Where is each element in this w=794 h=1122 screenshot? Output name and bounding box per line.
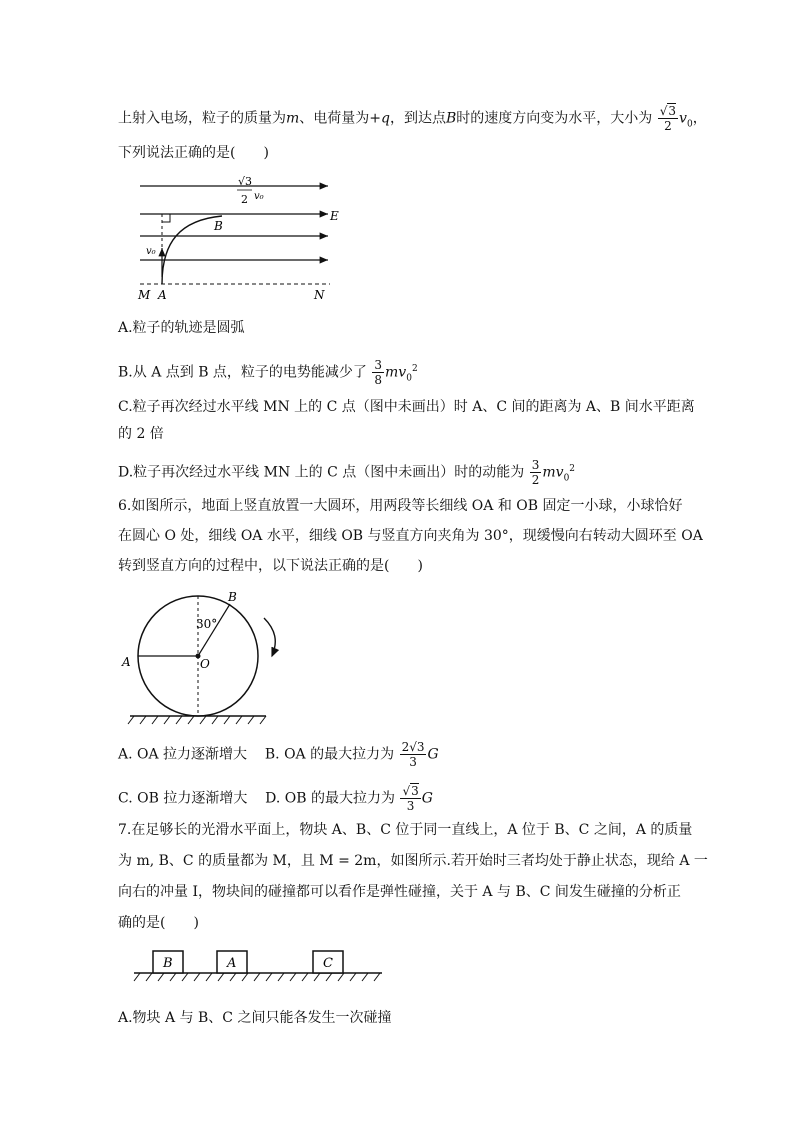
particle-trajectory bbox=[162, 216, 222, 284]
q5-stem-text: 时的速度方向变为水平，大小为 bbox=[456, 110, 653, 127]
label-frac-num: √3 bbox=[238, 175, 253, 188]
label-b: B bbox=[214, 219, 223, 233]
q5-stem-text: 、电荷量为+ bbox=[299, 110, 382, 127]
q7-option-a: A.物块 A 与 B、C 之间只能各发生一次碰撞 bbox=[118, 1010, 392, 1026]
q5-option-a: A.粒子的轨迹是圆弧 bbox=[118, 320, 245, 336]
q7-stem-line3: 向右的冲量 I，物块间的碰撞都可以看作是弹性碰撞，关于 A 与 B、C 间发生碰撞的分析正 bbox=[118, 884, 681, 900]
q5-option-c-line1: C.粒子再次经过水平线 MN 上的 C 点（图中未画出）时 A、C 间的距离为 A、B 间水平距离 bbox=[118, 399, 695, 415]
label-e: E bbox=[330, 209, 339, 223]
label-m: M bbox=[138, 288, 151, 302]
q5-option-b: B.从 A 点到 B 点，粒子的电势能减少了 $\frac{3}{8}$ $mv_0^2$ bbox=[118, 358, 418, 387]
q6-option-b: B. OA 的最大拉力为 bbox=[264, 746, 395, 763]
q5-b-fraction: $\frac{3}{8}$ bbox=[374, 358, 383, 387]
q5-option-c-line2: 的 2 倍 bbox=[118, 426, 164, 442]
q6-option-c: C. OB 拉力逐渐增大 bbox=[118, 790, 248, 807]
q5-point-b: B bbox=[445, 110, 457, 127]
floor-hatch bbox=[134, 973, 380, 981]
q6-stem-line1: 6.如图所示，地面上竖直放置一大圆环，用两段等长细线 OA 和 OB 固定一小球，小球恰好 bbox=[118, 498, 683, 514]
q5-option-d: D.粒子再次经过水平线 MN 上的 C 点（图中未画出）时的动能为 $\frac{3}{2}$ $mv_0^2$ bbox=[118, 458, 576, 487]
rotation-arrow bbox=[264, 618, 275, 656]
q6-option-a: A. OA 拉力逐渐增大 bbox=[118, 746, 248, 763]
label-frac-den: 2 bbox=[241, 193, 248, 206]
q7-blocks-diagram bbox=[130, 946, 390, 986]
q5-stem-end: ， bbox=[692, 110, 707, 127]
q6-ring-diagram bbox=[118, 588, 298, 728]
q7-stem-line4: 确的是( ) bbox=[118, 915, 199, 931]
label-angle: 30° bbox=[196, 617, 218, 631]
label-c: C bbox=[323, 956, 333, 971]
q7-stem-line2: 为 m, B、C 的质量都为 M，且 M = 2m，如图所示.若开始时三者均处于静止状态，现给 A 一 bbox=[118, 853, 708, 869]
ground-hatch bbox=[128, 716, 266, 724]
q6-stem-line3: 转到竖直方向的过程中，以下说法正确的是( ) bbox=[118, 558, 423, 574]
label-a: A bbox=[158, 288, 167, 302]
q6-option-d: D. OB 的最大拉力为 bbox=[265, 790, 395, 807]
q6-d-fraction: $\frac{√3}{3}$ bbox=[402, 784, 419, 813]
q5-charge-symbol: q bbox=[381, 110, 390, 127]
label-v0: v₀ bbox=[146, 246, 156, 257]
q6-option-row1: A. OA 拉力逐渐增大 B. OA 的最大拉力为 $\frac{2√3}{3}$ G bbox=[118, 740, 439, 769]
label-b: B bbox=[163, 956, 173, 971]
right-angle-mark bbox=[162, 214, 170, 222]
q6-b-fraction: $\frac{2√3}{3}$ bbox=[401, 740, 425, 769]
label-frac-v: v₀ bbox=[254, 191, 264, 202]
q5-field-diagram bbox=[130, 172, 370, 302]
q6-stem-line2: 在圆心 O 处，细线 OA 水平，细线 OB 与竖直方向夹角为 30°，现缓慢向右转动大圆环至 OA bbox=[118, 528, 703, 544]
label-n: N bbox=[314, 288, 325, 302]
label-a: A bbox=[122, 655, 131, 669]
q5-v-symbol: v bbox=[679, 110, 687, 127]
q5-stem-line1: 上射入电场，粒子的质量为m、电荷量为+q，到达点B时的速度方向变为水平，大小为 $\frac{√3}{2}$ $v_0$， bbox=[118, 104, 707, 133]
q7-stem-line1: 7.在足够长的光滑水平面上，物块 A、B、C 位于同一直线上，A 位于 B、C 之间，A 的质量 bbox=[118, 822, 693, 838]
q5-speed-fraction: $\frac{√3}{2}$ bbox=[659, 104, 677, 133]
q5-stem-line2: 下列说法正确的是( ) bbox=[118, 145, 269, 161]
q5-stem-text: ，到达点 bbox=[389, 110, 446, 127]
label-b: B bbox=[228, 590, 237, 604]
q6-option-row2: C. OB 拉力逐渐增大 D. OB 的最大拉力为 $\frac{√3}{3}$ G bbox=[118, 784, 433, 813]
q5-d-fraction: $\frac{3}{2}$ bbox=[531, 458, 540, 487]
q5-stem-text: 上射入电场，粒子的质量为 bbox=[118, 110, 286, 127]
q5-mass-symbol: m bbox=[286, 110, 300, 127]
label-o: O bbox=[200, 657, 210, 671]
label-a: A bbox=[227, 956, 237, 971]
